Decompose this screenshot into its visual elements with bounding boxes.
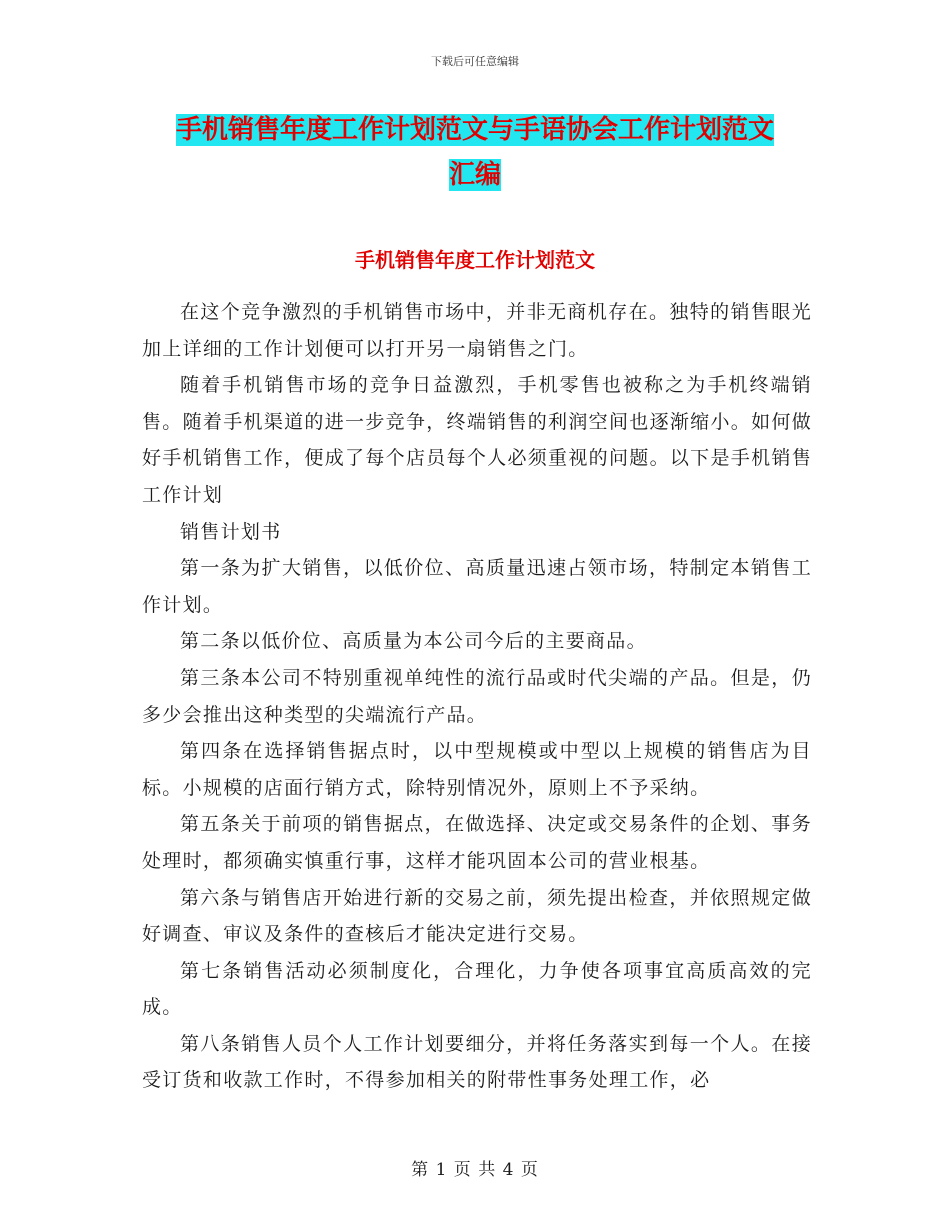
paragraph: 销售计划书 xyxy=(180,520,282,543)
paragraph: 第六条与销售店开始进行新的交易之前，须先提出检查，并依照规定做好调查、审议及条件的查核后才能决定进行交易。 xyxy=(142,886,812,946)
paragraph: 第四条在选择销售据点时，以中型规模或中型以上规模的销售店为目标。小规模的店面行销方式，除特别情况外，原则上不予采纳。 xyxy=(142,740,812,799)
paragraph: 第一条为扩大销售，以低价位、高质量迅速占领市场，特制定本销售工作计划。 xyxy=(142,557,812,616)
paragraph: 第二条以低价位、高质量为本公司今后的主要商品。 xyxy=(180,630,647,653)
paragraph: 第三条本公司不特别重视单纯性的流行品或时代尖端的产品。但是，仍多少会推出这种类型的尖端流行产品。 xyxy=(142,666,812,726)
document-title xyxy=(140,108,810,198)
paragraph: 第七条销售活动必须制度化，合理化，力争使各项事宜高质高效的完成。 xyxy=(142,959,812,1019)
section-title: 手机销售年度工作计划范文 xyxy=(355,248,595,272)
title-line-1: 手机销售年度工作计划范文与手语协会工作计划范文 xyxy=(175,115,774,145)
page-footer: 第 1 页 共 4 页 xyxy=(411,1160,539,1180)
body-text xyxy=(142,294,812,1099)
paragraph: 第五条关于前项的销售据点，在做选择、决定或交易条件的企划、事务处理时，都须确实慎重行事，这样才能巩固本公司的营业根基。 xyxy=(142,813,812,872)
title-line-2: 汇编 xyxy=(448,160,501,190)
header-note: 下载后可任意编辑 xyxy=(431,55,519,68)
paragraph: 随着手机销售市场的竞争日益激烈，手机零售也被称之为手机终端销售。随着手机渠道的进一步竞争，终端销售的利润空间也逐渐缩小。如何做好手机销售工作，便成了每个店员每个人必须重视的问题。以下是手机销售工作计划 xyxy=(142,374,812,506)
paragraph: 第八条销售人员个人工作计划要细分，并将任务落实到每一个人。在接受订货和收款工作时，不得参加相关的附带性事务处理工作，必 xyxy=(142,1032,812,1092)
paragraph: 在这个竞争激烈的手机销售市场中，并非无商机存在。独特的销售眼光加上详细的工作计划便可以打开另一扇销售之门。 xyxy=(142,301,812,360)
